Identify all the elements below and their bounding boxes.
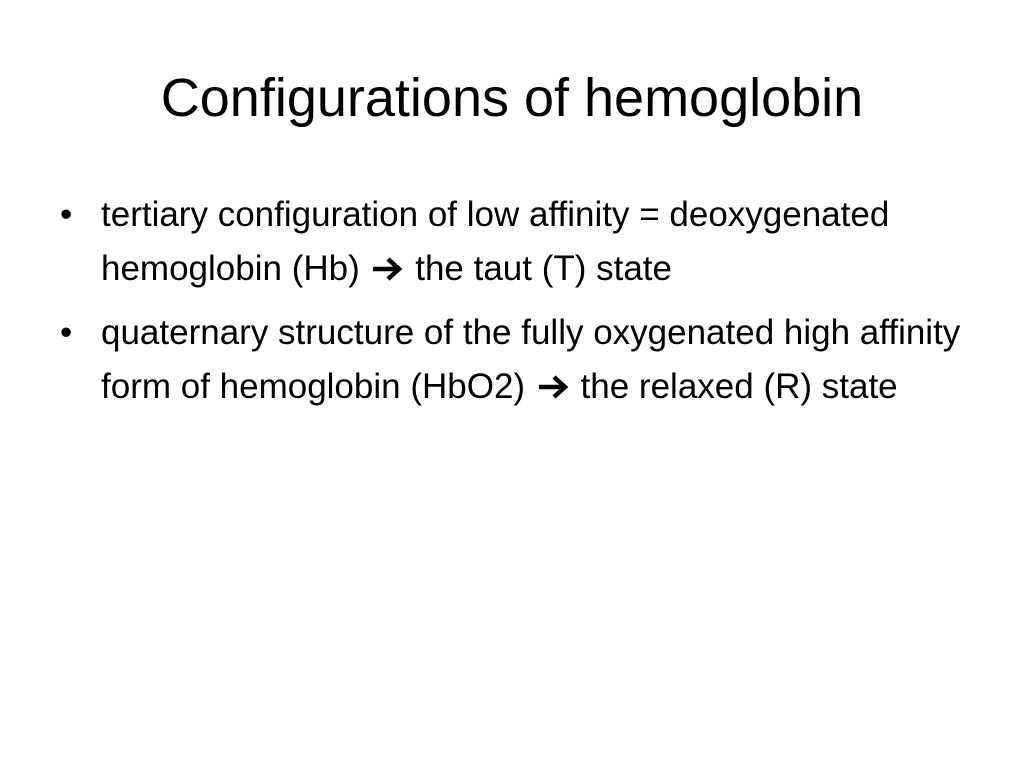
bullet-1-text: tertiary configuration of low affinity = deoxygenated hemoglobin (Hb) bbox=[101, 195, 890, 288]
bullet-1-result: the taut (T) state bbox=[415, 249, 672, 288]
bullet-item-2 bbox=[60, 306, 970, 414]
bullet-2-text: quaternary structure of the fully oxygenated high affinity form of hemoglobin (HbO2) bbox=[101, 313, 961, 406]
slide-title: Configurations of hemoglobin bbox=[160, 68, 864, 128]
bullet-2-result: the relaxed (R) state bbox=[580, 367, 898, 406]
bullet-glyph: • bbox=[60, 195, 73, 234]
bullet-item-1 bbox=[60, 188, 970, 296]
right-arrow-icon bbox=[539, 374, 569, 400]
right-arrow-icon bbox=[373, 256, 403, 282]
bullet-glyph: • bbox=[60, 313, 73, 352]
bullet-list bbox=[60, 188, 970, 424]
